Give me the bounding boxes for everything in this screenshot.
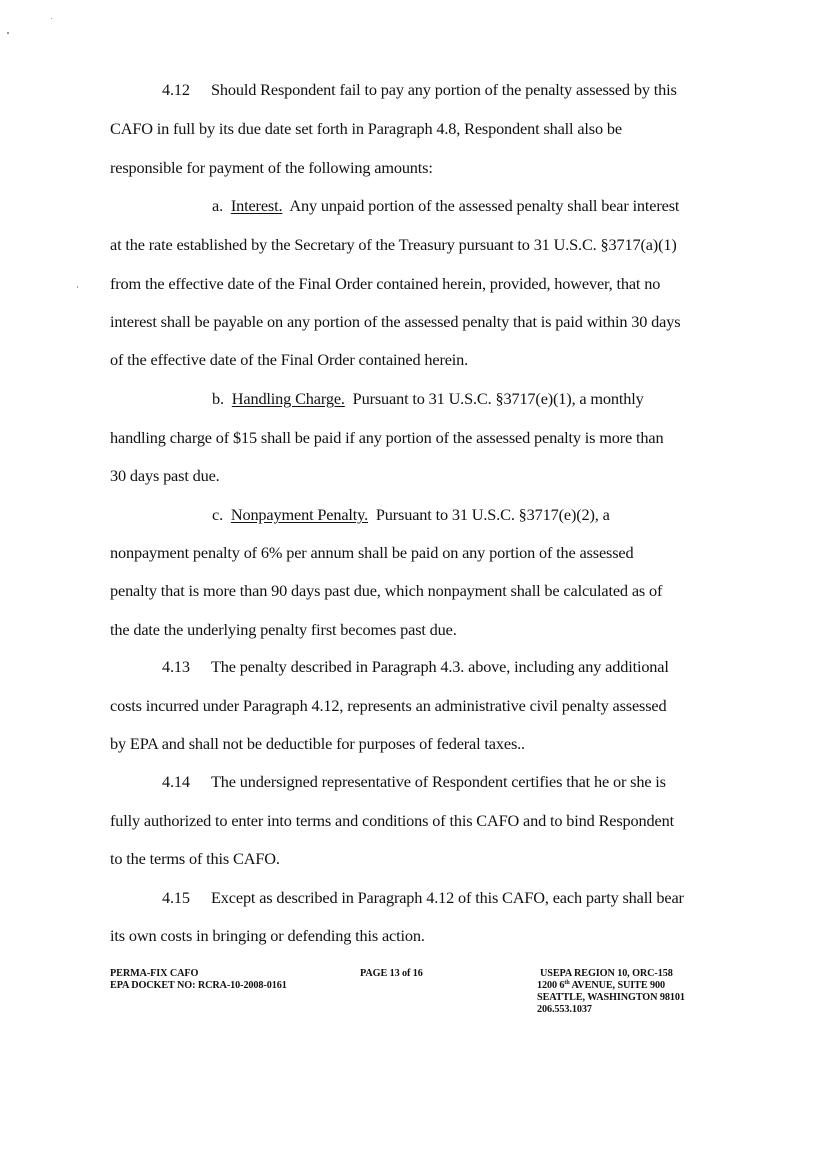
paragraph-number: 4.13	[162, 657, 190, 676]
scan-artifact	[7, 32, 9, 34]
paragraph-line: 4.13 The penalty described in Paragraph 4.3. above, including any additional	[162, 657, 669, 676]
paragraph-line: handling charge of $15 shall be paid if any portion of the assessed penalty is more than	[110, 428, 664, 447]
paragraph-line: responsible for payment of the following amounts:	[110, 158, 433, 177]
paragraph-line: by EPA and shall not be deductible for purposes of federal taxes..	[110, 734, 525, 753]
paragraph-line: from the effective date of the Final Order contained herein, provided, however, that no	[110, 274, 661, 293]
footer-street: 1200 6th AVENUE, SUITE 900	[537, 980, 665, 991]
footer-office: USEPA REGION 10, ORC-158	[540, 968, 673, 979]
scan-artifact	[77, 286, 78, 288]
paragraph-line: of the effective date of the Final Order contained herein.	[110, 350, 469, 369]
footer-phone: 206.553.1037	[537, 1004, 592, 1015]
footer-case-info	[110, 968, 287, 992]
subparagraph-heading: Handling Charge.	[231, 389, 345, 408]
paragraph-line: 4.15 Except as described in Paragraph 4.12 of this CAFO, each party shall bear	[162, 888, 684, 907]
paragraph-line: a. Interest. Any unpaid portion of the assessed penalty shall bear interest	[212, 196, 680, 215]
paragraph-line: its own costs in bringing or defending this action.	[110, 926, 425, 945]
scan-artifact	[51, 18, 52, 19]
paragraph-line: 4.12 Should Respondent fail to pay any portion of the penalty assessed by this	[162, 80, 677, 99]
subparagraph-letter: b.	[212, 389, 224, 408]
paragraph-line: CAFO in full by its due date set forth in Paragraph 4.8, Respondent shall also be	[110, 119, 622, 138]
paragraph-line: 30 days past due.	[110, 466, 220, 485]
paragraph-line: 4.14 The undersigned representative of Respondent certifies that he or she is	[162, 772, 666, 791]
paragraph-number: 4.14	[162, 772, 190, 791]
footer-city: SEATTLE, WASHINGTON 98101	[537, 992, 685, 1003]
paragraph-line: interest shall be payable on any portion of the assessed penalty that is paid within 30 days	[110, 312, 681, 331]
paragraph-line: to the terms of this CAFO.	[110, 849, 280, 868]
paragraph-line: at the rate established by the Secretary of the Treasury pursuant to 31 U.S.C. §3717(a)(1)	[110, 235, 677, 254]
subparagraph-heading: Nonpayment Penalty.	[230, 505, 369, 524]
subparagraph-letter: c.	[212, 505, 223, 524]
paragraph-number: 4.15	[162, 888, 190, 907]
subparagraph-heading: Interest.	[230, 196, 283, 215]
footer-case-name: PERMA-FIX CAFO	[110, 968, 199, 979]
paragraph-line: b. Handling Charge. Pursuant to 31 U.S.C. §3717(e)(1), a monthly	[212, 389, 644, 408]
paragraph-line: fully authorized to enter into terms and conditions of this CAFO and to bind Respondent	[110, 811, 674, 830]
paragraph-line: c. Nonpayment Penalty. Pursuant to 31 U.S.C. §3717(e)(2), a	[212, 505, 610, 524]
paragraph-number: 4.12	[162, 80, 190, 99]
paragraph-line: the date the underlying penalty first becomes past due.	[110, 620, 457, 639]
footer-address	[537, 968, 685, 1016]
footer-page-number: PAGE 13 of 16	[360, 968, 423, 979]
subparagraph-letter: a.	[212, 196, 223, 215]
paragraph-line: costs incurred under Paragraph 4.12, represents an administrative civil penalty assessed	[110, 696, 667, 715]
paragraph-line: penalty that is more than 90 days past due, which nonpayment shall be calculated as of	[110, 581, 663, 600]
footer-docket-number: EPA DOCKET NO: RCRA-10-2008-0161	[110, 980, 287, 991]
paragraph-line: nonpayment penalty of 6% per annum shall be paid on any portion of the assessed	[110, 543, 634, 562]
